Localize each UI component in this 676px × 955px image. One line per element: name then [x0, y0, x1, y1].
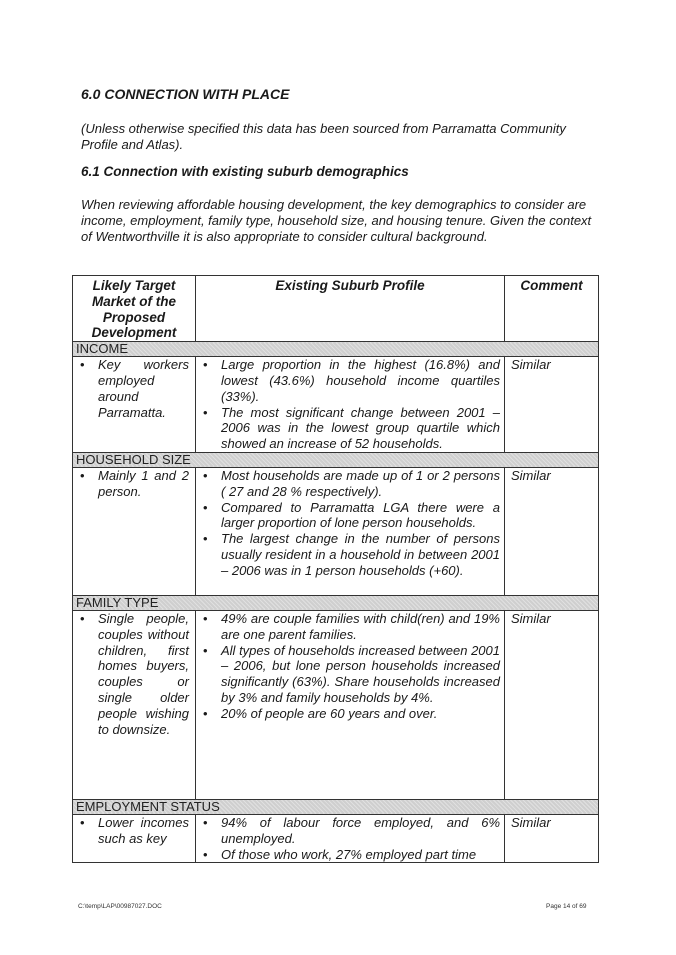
profile-cell — [196, 814, 505, 862]
profile-cell — [196, 357, 505, 453]
demographics-table — [72, 275, 599, 863]
list-item: • The largest change in the number of persons usually resident in a household in between 2001 – 2006 was in 1 person households (+60). — [196, 531, 504, 578]
list-item: • 20% of people are 60 years and over. — [196, 706, 504, 722]
footer-file-path: C:\temp\LAP\00987027.DOC — [78, 903, 162, 910]
section-row-income — [73, 342, 599, 357]
target-cell — [73, 814, 196, 862]
table-row — [73, 814, 599, 862]
list-item: • Mainly 1 and 2 person. — [73, 468, 195, 500]
source-note: (Unless otherwise specified this data has been sourced from Parramatta Community Profile and Atlas). — [81, 121, 566, 152]
section-row-family-type — [73, 595, 599, 610]
footer-page-number: Page 14 of 69 — [546, 903, 587, 910]
intro-paragraph: When reviewing affordable housing development, the key demographics to consider are income, employment, family type, household size, and housing tenure. Given the context of Wentworthville it is also appropriate to consider cultural background. — [81, 197, 592, 244]
header-comment: Comment — [505, 276, 599, 342]
profile-cell — [196, 610, 505, 799]
section-row-household-size — [73, 452, 599, 467]
section-title: HOUSEHOLD SIZE — [73, 452, 599, 467]
section-title: EMPLOYMENT STATUS — [73, 799, 599, 814]
profile-cell — [196, 467, 505, 595]
section-heading: 6.0 CONNECTION WITH PLACE — [81, 86, 290, 102]
list-item: • Compared to Parramatta LGA there were a larger proportion of lone person households. — [196, 500, 504, 532]
section-title: INCOME — [73, 342, 599, 357]
header-target-market: Likely Target Market of the Proposed Development — [73, 276, 196, 342]
target-cell — [73, 357, 196, 453]
table-row — [73, 610, 599, 799]
table-row — [73, 357, 599, 453]
list-item: • 94% of labour force employed, and 6% unemployed. — [196, 815, 504, 847]
comment-cell: Similar — [505, 357, 599, 453]
list-item: • Key workers employed around Parramatta. — [73, 357, 195, 420]
comment-cell: Similar — [505, 610, 599, 799]
target-cell — [73, 467, 196, 595]
list-item: • The most significant change between 2001 – 2006 was in the lowest group quartile which showed an increase of 52 households. — [196, 405, 504, 452]
section-title: FAMILY TYPE — [73, 595, 599, 610]
comment-cell: Similar — [505, 467, 599, 595]
list-item: • All types of households increased between 2001 – 2006, but lone person households increased significantly (63%). Share households increased by 3% and family households by 4%. — [196, 643, 504, 706]
list-item: • Of those who work, 27% employed part time — [196, 847, 504, 863]
subsection-heading: 6.1 Connection with existing suburb demographics — [81, 164, 409, 179]
list-item: • Large proportion in the highest (16.8%) and lowest (43.6%) household income quartiles (33%). — [196, 357, 504, 404]
target-cell — [73, 610, 196, 799]
header-suburb-profile: Existing Suburb Profile — [196, 276, 505, 342]
table-row — [73, 467, 599, 595]
list-item: • 49% are couple families with child(ren) and 19% are one parent families. — [196, 611, 504, 643]
list-item: • Single people, couples without children, first homes buyers, couples or single older people wishing to downsize. — [73, 611, 195, 737]
table-header-row — [73, 276, 599, 342]
list-item: • Lower incomes such as key — [73, 815, 195, 847]
comment-cell: Similar — [505, 814, 599, 862]
list-item: • Most households are made up of 1 or 2 persons ( 27 and 28 % respectively). — [196, 468, 504, 500]
section-row-employment-status — [73, 799, 599, 814]
